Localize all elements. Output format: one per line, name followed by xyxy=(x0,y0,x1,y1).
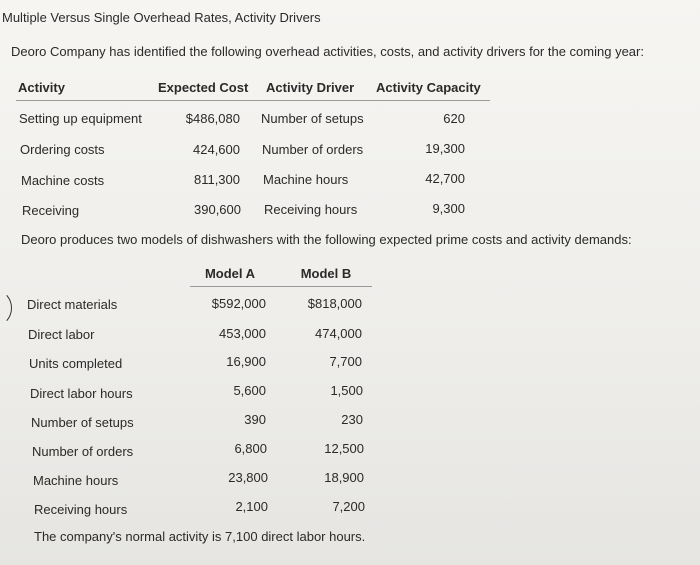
table2-header-model-a: Model A xyxy=(204,266,256,281)
table2-header-model-b: Model B xyxy=(300,266,352,281)
table1-row-activity: Ordering costs xyxy=(20,142,105,157)
table1-row-cost: 390,600 xyxy=(194,202,241,217)
table1-row-capacity: 9,300 xyxy=(432,201,465,216)
table2-row-model-b: 7,200 xyxy=(332,499,365,514)
table1-row-cost: $486,080 xyxy=(185,111,240,126)
table1-row-driver: Number of setups xyxy=(261,111,364,126)
table1-row-cost: 811,300 xyxy=(193,172,240,187)
table1-row-activity: Machine costs xyxy=(21,173,105,188)
table2-row-model-b: 12,500 xyxy=(324,441,364,456)
table1-row-capacity: 19,300 xyxy=(425,141,465,156)
table2-row-model-a: 5,600 xyxy=(233,383,266,398)
table2-row-model-b: 1,500 xyxy=(330,383,363,398)
table1-row-capacity: 42,700 xyxy=(425,171,465,186)
table1-row-activity: Setting up equipment xyxy=(19,111,142,126)
table2-row-label: Machine hours xyxy=(33,473,119,488)
table2-row-label: Direct labor hours xyxy=(30,386,133,401)
table2-row-model-b: $818,000 xyxy=(307,296,362,311)
table2-row-label: Receiving hours xyxy=(34,502,128,517)
table2-header-rule xyxy=(190,286,372,287)
table1-header-activity: Activity xyxy=(18,80,65,95)
table1-row-driver: Number of orders xyxy=(262,142,364,157)
intro-text: Deoro Company has identified the following overhead activities, costs, and activity drivers for the coming year: xyxy=(11,44,644,59)
table1-row-cost: 424,600 xyxy=(193,142,240,157)
footer-text: The company's normal activity is 7,100 direct labor hours. xyxy=(34,529,366,544)
table2-row-label: Direct materials xyxy=(27,297,118,312)
page-title: Multiple Versus Single Overhead Rates, Activity Drivers xyxy=(2,10,321,25)
table2-row-label: Units completed xyxy=(29,356,123,371)
table2-row-model-a: 2,100 xyxy=(235,499,268,514)
table2-row-label: Number of orders xyxy=(32,444,134,459)
table1-row-driver: Machine hours xyxy=(263,172,349,187)
table1-row-activity: Receiving xyxy=(22,203,80,218)
table2-row-model-b: 474,000 xyxy=(315,326,362,341)
table2-row-model-a: $592,000 xyxy=(211,296,266,311)
table2-row-model-a: 453,000 xyxy=(219,326,266,341)
table2-row-label: Direct labor xyxy=(28,327,95,342)
page-curve-mark xyxy=(0,290,12,326)
table2-row-label: Number of setups xyxy=(31,415,134,430)
table1-row-capacity: 620 xyxy=(443,111,465,126)
table1-header-rule xyxy=(16,100,490,101)
table2-row-model-a: 16,900 xyxy=(226,354,266,369)
table1-header-driver: Activity Driver xyxy=(266,80,355,95)
table2-row-model-a: 390 xyxy=(244,412,266,427)
table2-row-model-b: 7,700 xyxy=(329,354,362,369)
table1-header-capacity: Activity Capacity xyxy=(376,80,481,95)
table1-row-driver: Receiving hours xyxy=(264,202,358,217)
table2-row-model-a: 6,800 xyxy=(234,441,267,456)
table2-row-model-b: 18,900 xyxy=(324,470,364,485)
middle-text: Deoro produces two models of dishwashers with the following expected prime costs and activity demands: xyxy=(21,232,632,247)
table2-row-model-b: 230 xyxy=(341,412,363,427)
table2-row-model-a: 23,800 xyxy=(228,470,268,485)
table1-header-cost: Expected Cost xyxy=(158,80,249,95)
